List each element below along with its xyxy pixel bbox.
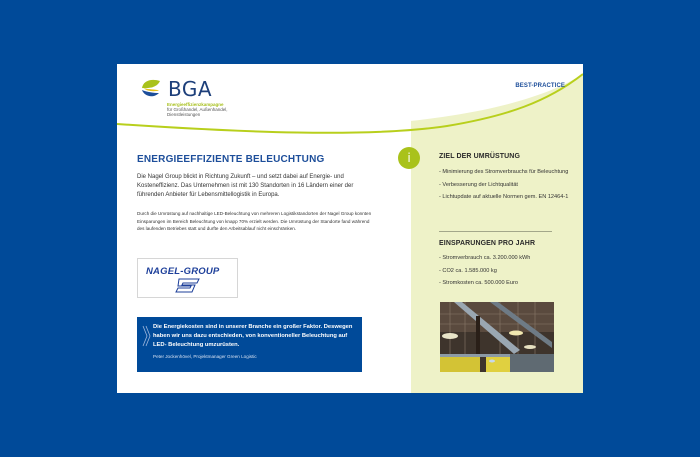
- brand-campaign: Energieeffizienzkampagne: [167, 102, 224, 107]
- intro-paragraph: Die Nagel Group blickt in Richtung Zukunft – und setzt dabei auf Energie- und Kosteneffizienz. Das Unternehmen ist mit 130 Standorten in 16 Ländern einer der führenden Anbieter für Lebensmittellogistik in Europa.: [137, 174, 354, 198]
- list-item: - Stromverbrauch ca. 3.200.000 kWh: [439, 255, 531, 261]
- warehouse-lighting-photo-icon: [440, 302, 554, 372]
- brand-tagline-2: Dienstleistungen: [167, 112, 201, 117]
- brand-tagline-1: für Großhandel, Außenhandel,: [167, 107, 228, 112]
- list-item: - Lichtupdate auf aktuelle Normen gem. EN 12464-1: [439, 194, 569, 200]
- goal-title: ZIEL DER UMRÜSTUNG: [439, 153, 521, 160]
- list-item: - CO2 ca. 1.585.000 kg: [439, 267, 497, 274]
- double-chevron-icon: [142, 325, 152, 347]
- goal-list: [439, 168, 569, 206]
- page-title: ENERGIEEFFIZIENTE BELEUCHTUNG: [137, 154, 325, 165]
- partner-logo-mark-icon: [175, 278, 201, 293]
- list-item: - Verbesserung der Lichtqualität: [439, 181, 518, 188]
- bga-logo: [139, 76, 279, 126]
- list-item: - Minimierung des Stromverbrauchs für Beleuchtung: [439, 169, 569, 175]
- section-divider: [439, 231, 552, 232]
- savings-title: EINSPARUNGEN PRO JAHR: [439, 240, 536, 247]
- partner-logo-text: NAGEL-GROUP: [146, 266, 220, 277]
- quote-text: Die Energiekosten sind in unserer Branche ein großer Faktor. Deswegen haben wir uns dazu entschieden, von konventioneller Beleuchtung auf LED- Beleuchtung umzurüsten.: [153, 324, 353, 348]
- brand-name: BGA: [168, 77, 213, 101]
- quote-box: [137, 317, 362, 372]
- quote-author: Peter Jockenhövel, Projektmanager Green Logistic: [153, 354, 257, 359]
- partner-logo: [137, 258, 238, 298]
- list-item: - Stromkosten ca. 500.000 Euro: [439, 280, 518, 286]
- bga-leaf-icon: [139, 76, 163, 100]
- warehouse-photo: [440, 302, 554, 372]
- brochure-page: [117, 64, 583, 393]
- section-label: BEST-PRACTICE: [515, 83, 565, 89]
- body-paragraph: Durch die Umrüstung auf nachhaltige LED-Beleuchtung von mehreren Logistikstandorten der Nagel Group konnten Einsparungen im Bereich Beleuchtung von knapp 70% erzielt werden. Die Umrüstung der Standorte fand während des laufenden Betriebes statt und durfte den Arbeitsablauf nicht einschränken.: [137, 211, 372, 232]
- savings-list: [439, 254, 569, 292]
- info-icon: i: [398, 147, 420, 169]
